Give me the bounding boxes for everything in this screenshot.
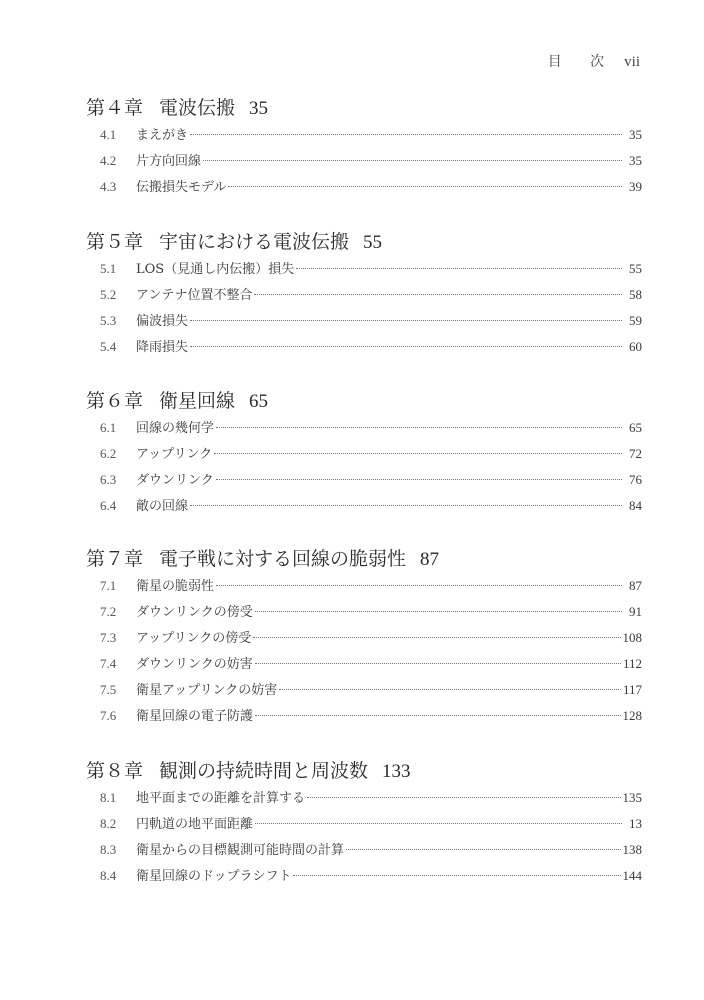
dot-leader xyxy=(203,160,622,161)
section-title: アップリンク xyxy=(136,447,213,462)
dot-leader xyxy=(255,715,620,716)
dot-leader xyxy=(346,849,620,850)
chapter-title: 電波伝搬 xyxy=(159,97,236,119)
chapter-label: 第７章 xyxy=(86,548,144,570)
section-title: 衛星からの目標観測可能時間の計算 xyxy=(136,843,345,858)
section-title: ダウンリンクの妨害 xyxy=(136,657,253,672)
dot-leader xyxy=(307,797,620,798)
dot-leader xyxy=(216,479,622,480)
section-page: 91 xyxy=(629,604,642,619)
section-page: 55 xyxy=(629,261,642,276)
section-number: 8.4 xyxy=(100,868,117,883)
dot-leader xyxy=(255,663,621,664)
chapter-page: 133 xyxy=(382,761,411,782)
section-number: 5.2 xyxy=(100,287,117,302)
dot-leader xyxy=(296,268,622,269)
header-page-number: vii xyxy=(624,54,640,70)
header-title: 目 次 xyxy=(547,54,617,70)
section-title: アップリンクの傍受 xyxy=(136,631,252,646)
chapter-heading[interactable] xyxy=(86,228,642,256)
section-title: 敵の回線 xyxy=(136,499,189,514)
chapter-5 xyxy=(86,228,642,360)
toc-entry[interactable] xyxy=(86,467,642,493)
chapter-label: 第６章 xyxy=(86,390,144,412)
toc-entry[interactable] xyxy=(86,625,642,651)
toc-entry[interactable] xyxy=(86,863,642,889)
dot-leader xyxy=(254,294,622,295)
toc-entry[interactable] xyxy=(86,174,642,200)
toc-entry[interactable] xyxy=(86,308,642,334)
section-title: 片方向回線 xyxy=(136,154,202,169)
section-page: 135 xyxy=(622,790,642,805)
section-number: 6.3 xyxy=(100,472,117,487)
chapter-page: 87 xyxy=(420,549,440,570)
section-number: 8.1 xyxy=(100,790,117,805)
dot-leader xyxy=(255,611,622,612)
section-page: 87 xyxy=(629,578,642,593)
section-title: 衛星の脆弱性 xyxy=(136,579,215,594)
chapter-label: 第４章 xyxy=(86,97,144,119)
running-header xyxy=(548,51,640,71)
chapter-heading[interactable] xyxy=(86,757,642,785)
chapter-4 xyxy=(86,94,642,200)
section-page: 35 xyxy=(629,127,642,142)
dot-leader xyxy=(293,875,620,876)
dot-leader xyxy=(190,134,622,135)
toc-entry[interactable] xyxy=(86,122,642,148)
chapter-page: 35 xyxy=(249,98,269,119)
section-page: 72 xyxy=(629,446,642,461)
section-title: 降雨損失 xyxy=(136,340,189,355)
toc-entry[interactable] xyxy=(86,703,642,729)
toc-entry[interactable] xyxy=(86,785,642,811)
dot-leader xyxy=(253,637,620,638)
chapter-8 xyxy=(86,757,642,889)
dot-leader xyxy=(255,823,622,824)
chapter-label: 第８章 xyxy=(86,760,144,782)
chapter-heading[interactable] xyxy=(86,94,642,122)
section-number: 8.3 xyxy=(100,842,117,857)
toc-entry[interactable] xyxy=(86,148,642,174)
section-title: まえがき xyxy=(136,128,189,143)
section-number: 7.4 xyxy=(100,656,117,671)
chapter-title: 宇宙における電波伝搬 xyxy=(159,231,350,253)
section-title: 偏波損失 xyxy=(136,314,189,329)
toc-entry[interactable] xyxy=(86,573,642,599)
section-title: 回線の幾何学 xyxy=(136,421,215,436)
chapter-page: 65 xyxy=(249,391,269,412)
toc-entry[interactable] xyxy=(86,493,642,519)
toc-entry[interactable] xyxy=(86,441,642,467)
toc-entry[interactable] xyxy=(86,415,642,441)
section-number: 6.1 xyxy=(100,420,117,435)
section-number: 7.3 xyxy=(100,630,117,645)
section-number: 7.6 xyxy=(100,708,117,723)
chapter-heading[interactable] xyxy=(86,545,642,573)
section-number: 8.2 xyxy=(100,816,117,831)
section-page: 112 xyxy=(622,656,642,671)
section-page: 117 xyxy=(622,682,642,697)
section-title: ダウンリンク xyxy=(136,473,214,488)
section-title: 衛星回線のドップラシフト xyxy=(136,869,292,884)
section-title: アンテナ位置不整合 xyxy=(136,288,253,303)
section-title: 地平面までの距離を計算する xyxy=(136,791,306,806)
toc-entry[interactable] xyxy=(86,837,642,863)
section-title: ダウンリンクの傍受 xyxy=(136,605,253,620)
section-number: 4.2 xyxy=(100,153,117,168)
section-page: 65 xyxy=(629,420,642,435)
section-page: 84 xyxy=(629,498,642,513)
section-title: 円軌道の地平面距離 xyxy=(136,817,254,832)
section-number: 6.2 xyxy=(100,446,117,461)
dot-leader xyxy=(214,453,622,454)
chapter-6 xyxy=(86,387,642,519)
toc-entry[interactable] xyxy=(86,651,642,677)
chapter-title: 電子戦に対する回線の脆弱性 xyxy=(159,548,407,570)
chapter-7 xyxy=(86,545,642,729)
section-number: 7.2 xyxy=(100,604,117,619)
chapter-page: 55 xyxy=(363,232,383,253)
chapter-heading[interactable] xyxy=(86,387,642,415)
section-page: 13 xyxy=(629,816,642,831)
dot-leader xyxy=(190,346,622,347)
section-page: 59 xyxy=(629,313,642,328)
section-number: 7.5 xyxy=(100,682,117,697)
section-page: 138 xyxy=(622,842,642,857)
dot-leader xyxy=(216,585,622,586)
section-title: LOS（見通し内伝搬）損失 xyxy=(136,262,295,277)
section-page: 39 xyxy=(629,179,642,194)
section-title: 伝搬損失モデル xyxy=(136,180,227,195)
dot-leader xyxy=(279,689,621,690)
toc-entry[interactable] xyxy=(86,334,642,360)
section-number: 5.3 xyxy=(100,313,117,328)
section-number: 5.1 xyxy=(100,261,117,276)
toc-entry[interactable] xyxy=(86,811,642,837)
section-page: 35 xyxy=(629,153,642,168)
toc-entry[interactable] xyxy=(86,256,642,282)
chapter-title: 観測の持続時間と周波数 xyxy=(159,760,369,782)
section-page: 76 xyxy=(629,472,642,487)
section-page: 60 xyxy=(629,339,642,354)
chapter-title: 衛星回線 xyxy=(159,390,236,412)
section-title: 衛星回線の電子防護 xyxy=(136,709,254,724)
section-page: 108 xyxy=(622,630,642,645)
section-title: 衛星アップリンクの妨害 xyxy=(136,683,278,698)
section-number: 6.4 xyxy=(100,498,117,513)
toc-entry[interactable] xyxy=(86,677,642,703)
section-number: 7.1 xyxy=(100,578,117,593)
section-page: 128 xyxy=(622,708,642,723)
toc-entry[interactable] xyxy=(86,599,642,625)
section-number: 4.3 xyxy=(100,179,117,194)
dot-leader xyxy=(216,427,622,428)
toc-entry[interactable] xyxy=(86,282,642,308)
dot-leader xyxy=(190,320,622,321)
section-number: 5.4 xyxy=(100,339,117,354)
section-page: 144 xyxy=(622,868,642,883)
section-page: 58 xyxy=(629,287,642,302)
chapter-label: 第５章 xyxy=(86,231,144,253)
section-number: 4.1 xyxy=(100,127,117,142)
dot-leader xyxy=(228,186,622,187)
dot-leader xyxy=(190,505,622,506)
